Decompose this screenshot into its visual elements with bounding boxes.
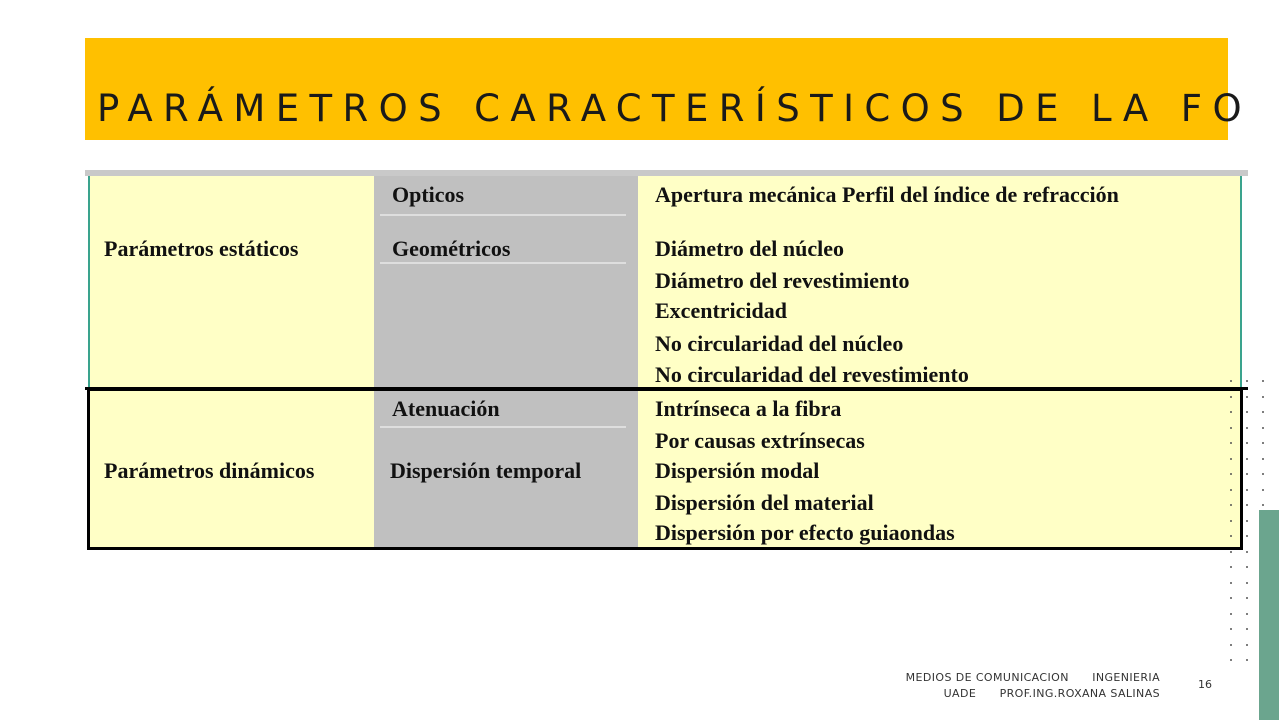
group-label-dispersion-temporal: Dispersión temporal <box>390 458 582 483</box>
item-text: No circularidad del revestimiento <box>655 362 969 387</box>
dot <box>1246 458 1248 460</box>
dot <box>1246 551 1248 553</box>
category-label-dynamic: Parámetros dinámicos <box>104 458 315 483</box>
dot <box>1246 396 1248 398</box>
item-text: Excentricidad <box>655 298 787 323</box>
group-label-atenuacion: Atenuación <box>392 396 500 421</box>
dot <box>1230 597 1232 599</box>
item-text: Por causas extrínsecas <box>655 428 865 453</box>
group-divider <box>380 262 626 264</box>
dot <box>1230 411 1232 413</box>
dot <box>1230 427 1232 429</box>
dot <box>1246 473 1248 475</box>
dot <box>1262 504 1264 506</box>
dot <box>1246 520 1248 522</box>
footer-text <box>820 670 1160 702</box>
dot <box>1230 551 1232 553</box>
dot <box>1230 613 1232 615</box>
item-text: No circularidad del núcleo <box>655 331 904 356</box>
dot <box>1262 427 1264 429</box>
dot <box>1230 659 1232 661</box>
dot <box>1230 473 1232 475</box>
category-label-static: Parámetros estáticos <box>104 236 299 261</box>
table-right-edge <box>1240 176 1242 390</box>
dot <box>1262 411 1264 413</box>
dot <box>1230 566 1232 568</box>
group-divider <box>380 214 626 216</box>
item-text: Intrínseca a la fibra <box>655 396 842 421</box>
dot <box>1230 380 1232 382</box>
dot <box>1262 380 1264 382</box>
slide-title: PARÁMETROS CARACTERÍSTICOS DE LA FO <box>97 87 1252 130</box>
dot <box>1246 411 1248 413</box>
dot <box>1230 535 1232 537</box>
dot <box>1246 597 1248 599</box>
dot <box>1246 427 1248 429</box>
dynamic-section-border <box>87 388 1243 550</box>
dot <box>1246 566 1248 568</box>
item-text: Apertura mecánica Perfil del índice de refracción <box>655 182 1119 207</box>
dot <box>1230 396 1232 398</box>
group-label-opticos: Opticos <box>392 182 465 207</box>
item-text: Dispersión por efecto guiaondas <box>655 520 955 545</box>
dot <box>1246 582 1248 584</box>
dot <box>1230 442 1232 444</box>
item-text: Diámetro del núcleo <box>655 236 845 261</box>
dot <box>1246 613 1248 615</box>
dot <box>1246 489 1248 491</box>
dot <box>1262 473 1264 475</box>
dot <box>1262 396 1264 398</box>
item-text: Dispersión del material <box>655 490 874 515</box>
dot <box>1230 504 1232 506</box>
dot <box>1246 380 1248 382</box>
dot <box>1246 504 1248 506</box>
dot <box>1230 628 1232 630</box>
dot <box>1262 489 1264 491</box>
dot <box>1230 582 1232 584</box>
dot <box>1246 628 1248 630</box>
footer-line-2: UADE PROF.ING.ROXANA SALINAS <box>943 687 1160 700</box>
dot <box>1262 458 1264 460</box>
dot <box>1246 644 1248 646</box>
dot <box>1262 442 1264 444</box>
page-number: 16 <box>1198 678 1212 691</box>
dot <box>1246 442 1248 444</box>
dot <box>1230 520 1232 522</box>
dot <box>1230 644 1232 646</box>
dot <box>1230 489 1232 491</box>
dot <box>1246 535 1248 537</box>
title-band <box>85 38 1252 140</box>
group-label-geometricos: Geométricos <box>392 236 511 261</box>
dot <box>1230 458 1232 460</box>
item-text: Diámetro del revestimiento <box>655 268 910 293</box>
dot <box>1246 659 1248 661</box>
footer-line-1: MEDIOS DE COMUNICACION INGENIERIA <box>905 671 1160 684</box>
green-accent-bar <box>1259 510 1279 720</box>
item-text: Dispersión modal <box>655 458 820 483</box>
